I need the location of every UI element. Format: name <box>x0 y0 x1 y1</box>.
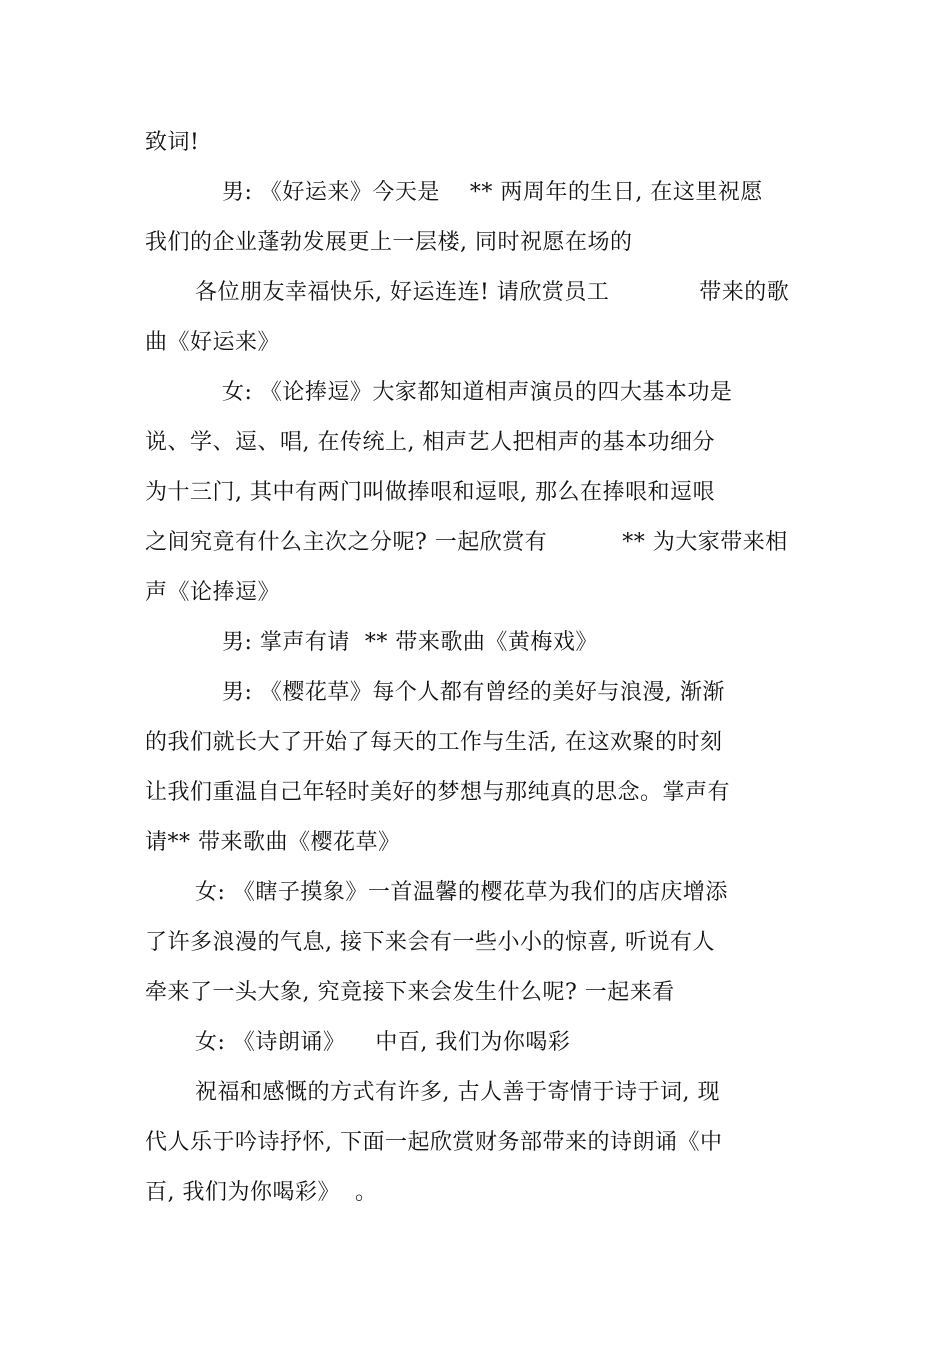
text-line: 祝福和感慨的方式有许多, 古人善于寄情于诗于词, 现 <box>195 1080 720 1105</box>
text-line: 我们的企业蓬勃发展更上一层楼, 同时祝愿在场的 <box>145 230 633 255</box>
text-line: 百, 我们为你喝彩》 。 <box>145 1180 378 1205</box>
text-line: 男: 《好运来》今天是 ** 两周年的生日, 在这里祝愿 <box>222 180 763 205</box>
text-line: 牵来了一头大象, 究竟接下来会发生什么呢? 一起来看 <box>145 980 675 1005</box>
text-line: 女: 《瞎子摸象》一首温馨的樱花草为我们的店庆增添 <box>195 880 728 905</box>
text-line: 代人乐于吟诗抒怀, 下面一起欣赏财务部带来的诗朗诵《中 <box>145 1130 723 1155</box>
text-line: 致词! <box>145 130 200 155</box>
text-line: 曲《好运来》 <box>145 330 281 355</box>
text-line: 男: 掌声有请 ** 带来歌曲《黄梅戏》 <box>222 630 598 655</box>
text-line: 请** 带来歌曲《樱花草》 <box>145 830 401 855</box>
text-line: 男: 《樱花草》每个人都有曾经的美好与浪漫, 渐渐 <box>222 680 725 705</box>
text-line: 女: 《论捧逗》大家都知道相声演员的四大基本功是 <box>222 380 733 405</box>
text-line: 的我们就长大了开始了每天的工作与生活, 在这欢聚的时刻 <box>145 730 723 755</box>
text-line: 之间究竟有什么主次之分呢? 一起欣赏有 ** 为大家带来相 <box>145 530 788 555</box>
text-line: 为十三门, 其中有两门叫做捧哏和逗哏, 那么在捧哏和逗哏 <box>145 480 715 505</box>
text-line: 了许多浪漫的气息, 接下来会有一些小小的惊喜, 听说有人 <box>145 930 715 955</box>
text-line: 声《论捧逗》 <box>145 580 281 605</box>
text-line: 女: 《诗朗诵》 中百, 我们为你喝彩 <box>195 1030 571 1055</box>
text-line: 各位朋友幸福快乐, 好运连连! 请欣赏员工 带来的歌 <box>195 280 790 305</box>
text-line: 说、学、逗、唱, 在传统上, 相声艺人把相声的基本功细分 <box>145 430 715 455</box>
text-line: 让我们重温自己年轻时美好的梦想与那纯真的思念。掌声有 <box>145 780 731 805</box>
